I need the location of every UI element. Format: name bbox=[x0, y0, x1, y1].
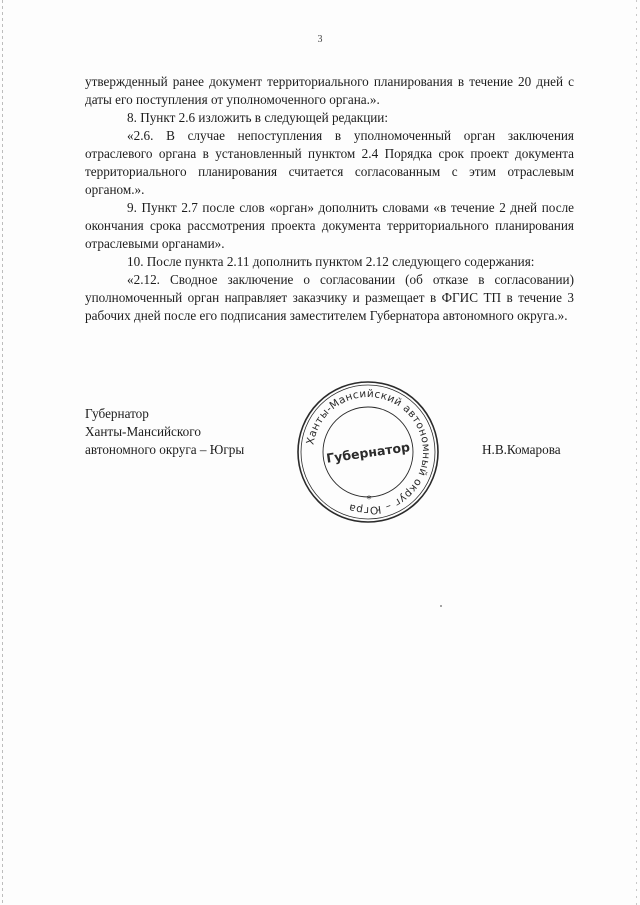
paragraph-item-8: 8. Пункт 2.6 изложить в следующей редакции: bbox=[127, 110, 389, 125]
paragraph-item-9: 9. Пункт 2.7 после слов «орган» дополнить словами «в течение 2 дней после окончания срока рассмотрения проекта документа территориального планирования отраслевыми органами». bbox=[85, 200, 574, 251]
seal-ring-text: Ханты-Мансийский автономный округ – Югра bbox=[304, 387, 433, 517]
paragraph-item-2-12: «2.12. Сводное заключение о согласовании (об отказе в согласовании) уполномоченный орган направляет заказчику и размещает в ФГИС ТП в течение 3 рабочих дней после его подписания заместителем Губернатора автономного округа.». bbox=[85, 272, 574, 323]
document-body bbox=[85, 73, 574, 325]
paragraph-continuation: утвержденный ранее документ территориального планирования в течение 20 дней с даты его поступления от уполномоченного органа.». bbox=[85, 74, 574, 107]
scan-edge-left bbox=[2, 0, 3, 905]
seal-star: * bbox=[366, 494, 372, 505]
paragraph-item-2-6: «2.6. В случае непоступления в уполномоченный орган заключения отраслевого органа в установленный пунктом 2.4 Порядка срок проект документа территориального планирования считается согласованным с этим отраслевым органом.». bbox=[85, 128, 574, 197]
seal-center-text: Губернатор bbox=[325, 439, 411, 466]
signatory-title-line: автономного округа – Югры bbox=[85, 442, 245, 457]
signatory-title-line: Ханты-Мансийского bbox=[85, 424, 201, 439]
scan-speck bbox=[440, 605, 442, 607]
signatory-title bbox=[85, 405, 244, 459]
official-seal bbox=[294, 378, 442, 526]
scan-edge-right bbox=[636, 0, 637, 905]
page-number: 3 bbox=[317, 34, 323, 45]
signatory-title-line: Губернатор bbox=[85, 406, 149, 421]
paragraph-item-10: 10. После пункта 2.11 дополнить пунктом 2.12 следующего содержания: bbox=[127, 254, 535, 269]
signatory-name: Н.В.Комарова bbox=[482, 442, 561, 457]
